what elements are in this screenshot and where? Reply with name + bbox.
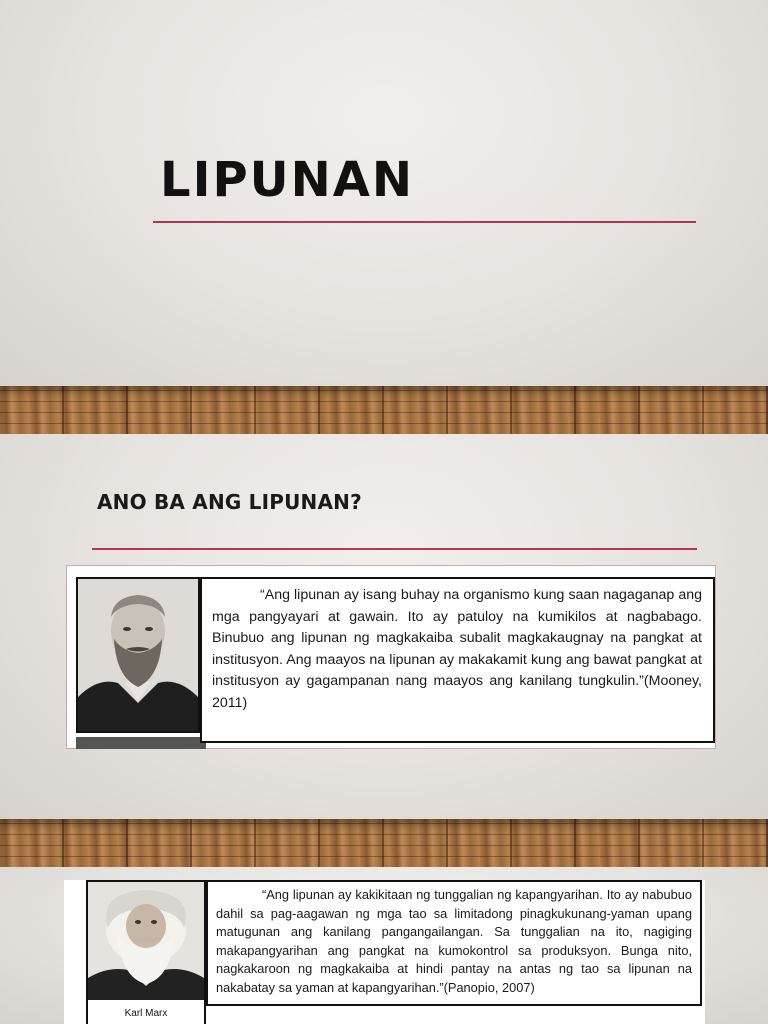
wood-floor-divider bbox=[0, 386, 768, 434]
quote-text: “Ang lipunan ay kakikitaan ng tunggalian ng kapangyarihan. Ito ay nabubuo dahil sa pag-aagawan ng mga tao sa limitadong pinagkukunang-yaman upang matugunan ang kanilang pangangailangan. Sa tunggalian na ito, nagiging makapangyarihan ang pangkat na kumokontrol sa produksyon. Bunga nito, nagkakaroon ng magkakaiba at hindi pantay na antas ng tao sa lipunan na nakabatay sa yaman at kapangyarihan.”(Panopio, 2007) bbox=[216, 887, 692, 995]
slide-conflict-theory bbox=[0, 867, 768, 1024]
slide-title-heading: LIPUNAN bbox=[160, 152, 415, 208]
bearded-man-portrait-icon bbox=[78, 579, 198, 731]
portrait-caption-box bbox=[86, 1000, 206, 1024]
portrait-caption-bar bbox=[76, 737, 206, 749]
quote-card bbox=[66, 565, 716, 749]
portrait-photo bbox=[76, 577, 200, 733]
slide-heading: ANO BA ANG LIPUNAN? bbox=[97, 490, 362, 514]
title-underline-divider bbox=[153, 221, 696, 223]
heading-underline-divider bbox=[92, 548, 697, 550]
quote-card bbox=[64, 880, 705, 1024]
slide-definition bbox=[0, 434, 768, 819]
karl-marx-portrait-icon bbox=[88, 882, 204, 1000]
quote-text-box bbox=[206, 880, 702, 1006]
quote-text-box bbox=[200, 577, 715, 743]
quote-text: “Ang lipunan ay isang buhay na organismo kung saan nagaganap ang mga pangyayari at gawain. Ito ay patuloy na kumikilos at nagbabago. Binubuo ang lipunan ng magkakaiba subalit magkakaugnay na pangkat at institusyon. Ang maayos na lipunan ay makakamit kung ang bawat pangkat at institusyon ay gagampanan nang maayos ang kanilang tungkulin.”(Mooney, 2011) bbox=[212, 587, 702, 711]
portrait-photo bbox=[86, 880, 206, 1002]
slide-title bbox=[0, 0, 768, 386]
wood-floor-divider bbox=[0, 819, 768, 867]
portrait-caption: Karl Marx bbox=[124, 1008, 168, 1019]
